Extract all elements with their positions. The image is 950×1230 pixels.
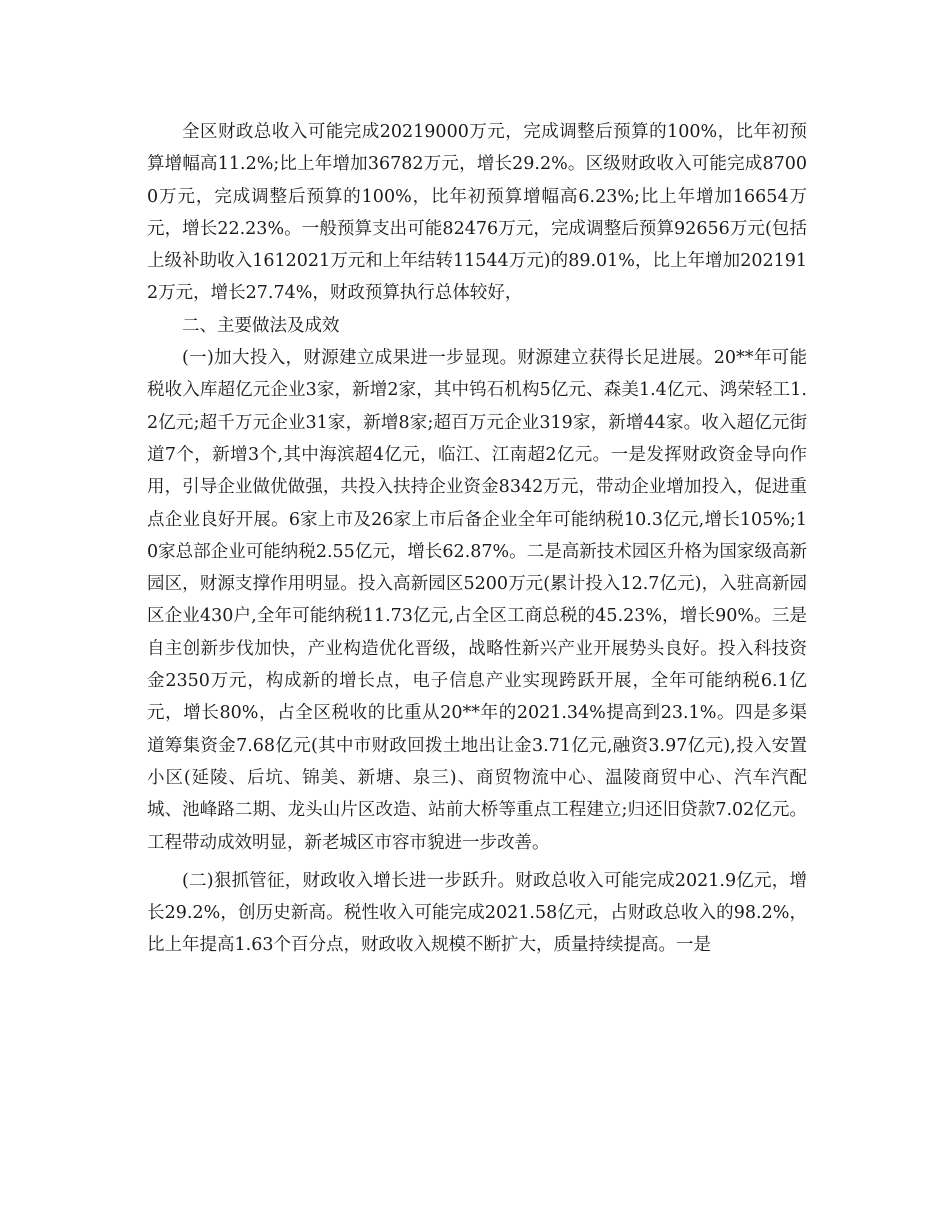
document-body (147, 116, 807, 962)
section-heading: 二、主要做法及成效 (182, 315, 340, 336)
paragraph-budget-summary: 全区财政总收入可能完成20219000万元，完成调整后预算的100%，比年初预算增幅高11.2%;比上年增加36782万元，增长29.2%。区级财政收入可能完成87000万元，完成调整后预算的100%，比年初预算增幅高6.23%;比上年增加16654万元，增长22.23%。一般预算支出可能82476万元，完成调整后预算92656万元(包括上级补助收入1612021万元和上年结转11544万元)的89.01%，比上年增加2021912万元，增长27.74%，财政预算执行总体较好， (147, 122, 807, 304)
paragraph-revenue-growth: (二)狠抓管征，财政收入增长进一步跃升。财政总收入可能完成2021.9亿元，增长29.2%，创历史新高。税性收入可能完成2021.58亿元，占财政总收入的98.2%，比上年提高1.63个百分点，财政收入规模不断扩大，质量持续提高。一是 (147, 870, 807, 956)
paragraph-revenue-source-building: (一)加大投入，财源建立成果进一步显现。财源建立获得长足进展。20**年可能税收入库超亿元企业3家，新增2家，其中钨石机构5亿元、森美1.4亿元、鸿荣轻工1.2亿元;超千万元企业31家，新增8家;超百万元企业319家，新增44家。收入超亿元街道7个，新增3个,其中海滨超4亿元，临江、江南超2亿元。一是发挥财政资金导向作用，引导企业做优做强，共投入扶持企业资金8342万元，带动企业增加投入，促进重点企业良好开展。6家上市及26家上市后备企业全年可能纳税10.3亿元,增长105%;10家总部企业可能纳税2.55亿元，增长62.87%。二是高新技术园区升格为国家级高新园区，财源支撑作用明显。投入高新园区5200万元(累计投入12.7亿元)，入驻高新园区企业430户,全年可能纳税11.73亿元,占全区工商总税的45.23%，增长90%。三是自主创新步伐加快，产业构造优化晋级，战略性新兴产业开展势头良好。投入科技资金2350万元，构成新的增长点，电子信息产业实现跨跃开展，全年可能纳税6.1亿元，增长80%，占全区税收的比重从20**年的2021.34%提高到23.1%。四是多渠道筹集资金7.68亿元(其中市财政回拨土地出让金3.71亿元,融资3.97亿元),投入安置小区(延陵、后坑、锦美、新塘、泉三)、商贸物流中心、温陵商贸中心、汽车汽配城、池峰路二期、龙头山片区改造、站前大桥等重点工程建立;归还旧贷款7.02亿元。工程带动成效明显，新老城区市容市貌进一步改善。 (147, 348, 807, 853)
